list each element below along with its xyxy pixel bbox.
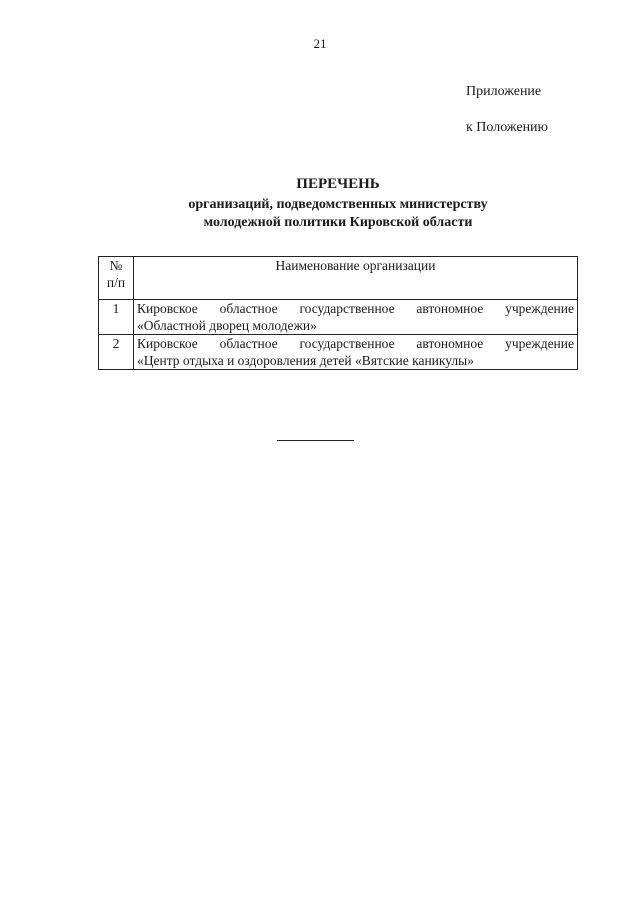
- row-number: 1: [99, 300, 134, 335]
- column-header-number: [99, 257, 134, 300]
- document-subtitle: [0, 196, 640, 232]
- document-title: ПЕРЕЧЕНЬ: [296, 176, 380, 192]
- end-divider: [277, 440, 354, 441]
- appendix-label: Приложение: [466, 84, 542, 99]
- subtitle-line-2: молодежной политики Кировской области: [203, 215, 473, 230]
- appendix-reference: к Положению: [466, 120, 549, 135]
- column-header-number-line-1: №: [109, 258, 123, 273]
- table-header-row: [99, 257, 578, 300]
- table-row: [99, 335, 578, 370]
- organization-name: [134, 300, 578, 335]
- organization-name-line-1: Кировское областное государственное автономное учреждение: [137, 336, 574, 351]
- organization-name: [134, 335, 578, 370]
- page-number: 21: [313, 36, 327, 51]
- organization-name-line-2: «Центр отдыха и оздоровления детей «Вятские каникулы»: [137, 353, 474, 368]
- subtitle-line-1: организаций, подведомственных министерству: [188, 197, 488, 212]
- column-header-number-line-2: п/п: [106, 275, 126, 290]
- row-number: 2: [99, 335, 134, 370]
- organization-name-line-1: Кировское областное государственное автономное учреждение: [137, 301, 574, 316]
- organization-name-line-2: «Областной дворец молодежи»: [137, 318, 317, 333]
- column-header-name: Наименование организации: [134, 257, 578, 300]
- table-row: [99, 300, 578, 335]
- organizations-table: [98, 256, 578, 370]
